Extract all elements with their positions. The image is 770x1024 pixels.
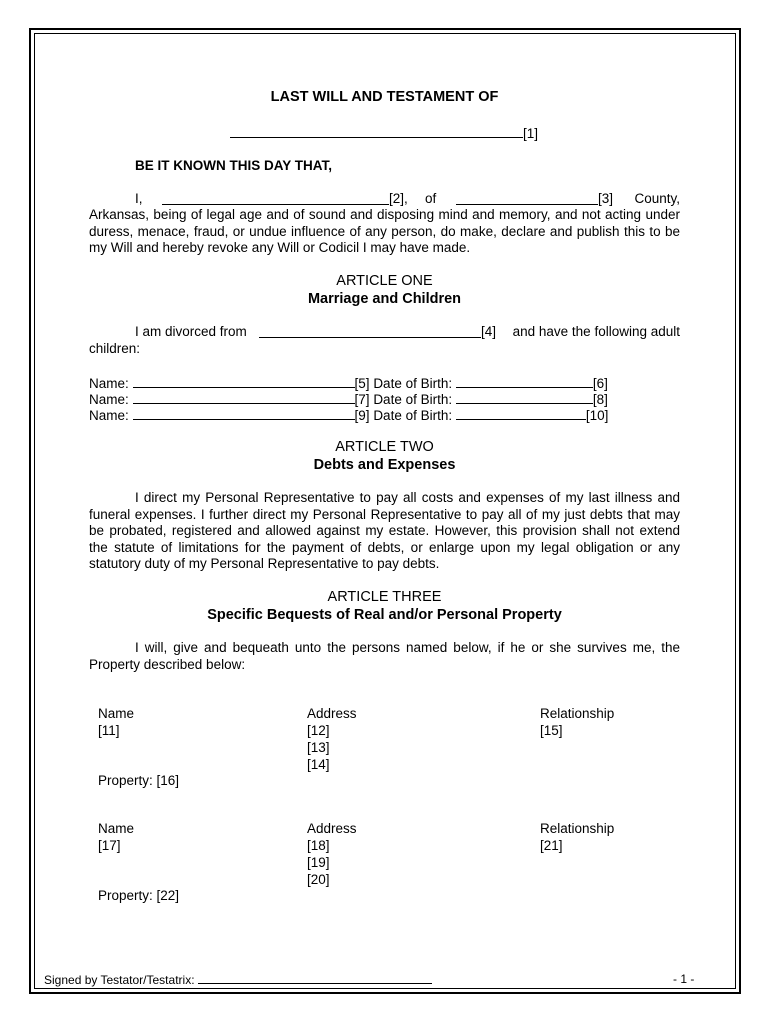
bequest-property: Property: [16] [98,773,180,788]
ref-5: [5] [354,376,370,391]
signed-by-label: Signed by Testator/Testatrix: [44,973,195,987]
child-name-label: Name: [89,376,129,391]
ref-12: [12] [307,723,330,738]
intro-heading: BE IT KNOWN THIS DAY THAT, [135,158,333,173]
bequest-name-header: Name [98,706,135,721]
adult-children-text: and have the following adult [512,324,680,339]
ref-7: [7] [354,392,370,407]
ref-17: [17] [98,838,121,853]
child-row [89,406,608,423]
page-number: - 1 - [673,972,695,986]
ref-13: [13] [307,740,330,755]
article-three-subheading: Specific Bequests of Real and/or Personal Property [207,607,562,623]
article-two-subheading: Debts and Expenses [313,457,456,473]
ref-15: [15] [540,723,563,738]
ref-1: [1] [523,126,539,141]
article-one-heading: ARTICLE ONE [336,273,433,289]
article-three-heading: ARTICLE THREE [327,589,442,605]
ref-18: [18] [307,838,330,853]
intro-i: I, [135,191,143,206]
child-dob-blank [456,406,586,420]
child-name-label: Name: [89,408,129,423]
article-three-paragraph: I will, give and bequeath unto the persons named below, if he or she survives me, the Property described below: [89,640,680,672]
county-blank [456,191,598,205]
ref-6: [6] [592,376,608,391]
article-one-subheading: Marriage and Children [307,291,462,307]
child-name-blank [133,390,355,404]
divorced-text: I am divorced from [135,324,247,339]
child-row [89,374,608,391]
ref-14: [14] [307,757,330,772]
article-two-heading: ARTICLE TWO [335,439,434,455]
ref-10: [10] [585,408,609,423]
signature-line [198,972,432,984]
intro-county: County, [634,191,680,206]
document-title: LAST WILL AND TESTAMENT OF [270,89,499,105]
bequest-relationship-header: Relationship [540,821,615,836]
child-dob-label: Date of Birth: [373,392,453,407]
former-spouse-blank [259,324,481,338]
ref-8: [8] [592,392,608,407]
ref-11: [11] [98,723,120,738]
bequest-relationship-header: Relationship [540,706,615,721]
signature-footer [44,972,432,987]
child-dob-blank [456,390,593,404]
ref-19: [19] [307,855,330,870]
child-name-blank [133,406,355,420]
testator-name-blank [230,124,523,138]
ref-20: [20] [307,872,330,887]
bequest-address-header: Address [307,821,357,836]
children-label: children: [89,341,141,356]
ref-21: [21] [540,838,563,853]
bequest-property: Property: [22] [98,888,180,903]
child-name-label: Name: [89,392,129,407]
testator-blank-2 [162,191,389,205]
bequest-address-header: Address [307,706,357,721]
intro-paragraph: Arkansas, being of legal age and of sound and disposing mind and memory, and not acting under duress, menace, fraud, or undue influence of any person, do make, declare and publish this to be my Will and hereby revoke any Will or Codicil I may have made. [89,207,680,256]
child-dob-label: Date of Birth: [373,408,453,423]
intro-of: of [425,191,437,206]
ref-3: [3] [598,191,614,206]
child-dob-blank [456,374,593,388]
testator-name-line [230,124,538,141]
ref-2: [2], [389,191,408,206]
bequest-name-header: Name [98,821,135,836]
article-two-paragraph: I direct my Personal Representative to pay all costs and expenses of my last illness and funeral expenses. I further direct my Personal Representative to pay all of my just debts that may be probated, registered and allowed against my estate. However, this provision shall not extend the statute of limitations for the payment of debts, or enlarge upon my legal obligation or any statutory duty of my Personal Representative to pay debts. [89,490,680,572]
ref-4: [4] [481,324,497,339]
child-dob-label: Date of Birth: [373,376,453,391]
child-row [89,390,608,407]
child-name-blank [133,374,355,388]
ref-9: [9] [354,408,370,423]
